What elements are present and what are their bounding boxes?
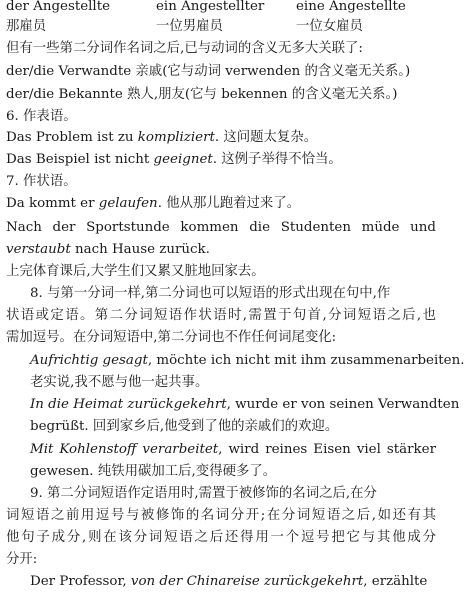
text-run: , erzählte	[363, 574, 428, 589]
italic-text: kompliziert	[137, 130, 215, 145]
text-run: , wird reines Eisen viel stärker	[218, 442, 436, 457]
text-run: Da kommt er	[6, 196, 99, 211]
text-line: 需加逗号。在分词短语中,第二分词也不作任何词尾变化:	[6, 330, 337, 345]
text-run: , wurde er von seinen Verwandten	[226, 397, 460, 412]
text-line: der/die Bekannte 熟人,朋友(它与 bekennen 的含义毫无关系。)	[6, 87, 398, 102]
text-line	[6, 239, 436, 261]
text-line: 上完体育课后,大学生们又累又脏地回家去。	[6, 264, 265, 279]
table-cell: eine Angestellte	[296, 0, 406, 14]
text-run: Der Professor,	[30, 574, 131, 589]
table-cell: ein Angestellter	[156, 0, 265, 14]
italic-text: In die Heimat zurückgekehrt	[30, 397, 227, 412]
italic-text: gelaufen	[98, 196, 158, 211]
text-line: 词短语之前用逗号与被修饰的名词分开;在分词短语之后,如还有其	[6, 508, 436, 523]
text-line: 他句子成分,则在该分词短语之后还得用一个逗号把它与其他成分	[6, 530, 436, 545]
italic-text: verstaubt	[6, 242, 71, 257]
italic-text: von der Chinareise zurückgekehrt	[130, 574, 364, 589]
text-line	[6, 127, 436, 149]
text-line: Nach der Sportstunde kommen die Studenten müde und	[6, 220, 436, 235]
text-line: 状语或定语。第二分词短语作状语时,需置于句首,分词短语之后,也	[6, 308, 436, 323]
text-line	[6, 149, 436, 171]
text-line: 但有一些第二分词作名词之后,已与动词的含义无多大关联了:	[6, 41, 363, 56]
text-line: 9. 第二分词短语作定语用时,需置于被修饰的名词之后,在分	[30, 486, 377, 501]
text-run: , möchte ich nicht mit ihm zusammenarbeiten.	[147, 353, 464, 368]
text-line: gewesen. 纯铁用碳加工后,变得硬多了。	[30, 464, 277, 479]
table-cell: der Angestellte	[6, 0, 110, 14]
text-line	[6, 16, 436, 38]
table-cell: 一位男雇员	[156, 19, 223, 34]
text-line: 老实说,我不愿与他一起共事。	[30, 375, 209, 390]
text-run: . 这问题太复杂。	[214, 130, 318, 145]
text-line: 分开:	[6, 552, 38, 567]
text-line	[30, 394, 460, 416]
text-line: der/die Verwandte 亲戚(它与动词 verwenden 的含义毫无关系。)	[6, 64, 411, 79]
text-run: . 这例子举得不恰当。	[212, 152, 342, 167]
table-cell: 那雇员	[6, 19, 47, 34]
text-line: 7. 作状语。	[6, 174, 77, 189]
text-line	[30, 571, 436, 593]
text-run: Das Problem ist zu	[6, 130, 138, 145]
italic-text: Mit Kohlenstoff verarbeitet	[30, 442, 219, 457]
text-line	[30, 439, 436, 461]
italic-text: geeignet	[153, 152, 213, 167]
text-run: Das Beispiel ist nicht	[6, 152, 154, 167]
italic-text: Aufrichtig gesagt	[30, 353, 148, 368]
text-run: . 他从那儿跑着过来了。	[157, 196, 301, 211]
text-line: 6. 作表语。	[6, 109, 77, 124]
table-cell: 一位女雇员	[296, 19, 363, 34]
text-line	[6, 193, 436, 215]
text-run: nach Hause zurück.	[70, 242, 210, 257]
text-line: 8. 与第一分词一样,第二分词也可以短语的形式出现在句中,作	[30, 286, 391, 301]
text-line: begrüßt. 回到家乡后,他受到了他的亲戚们的欢迎。	[30, 419, 339, 434]
text-line	[30, 350, 464, 372]
